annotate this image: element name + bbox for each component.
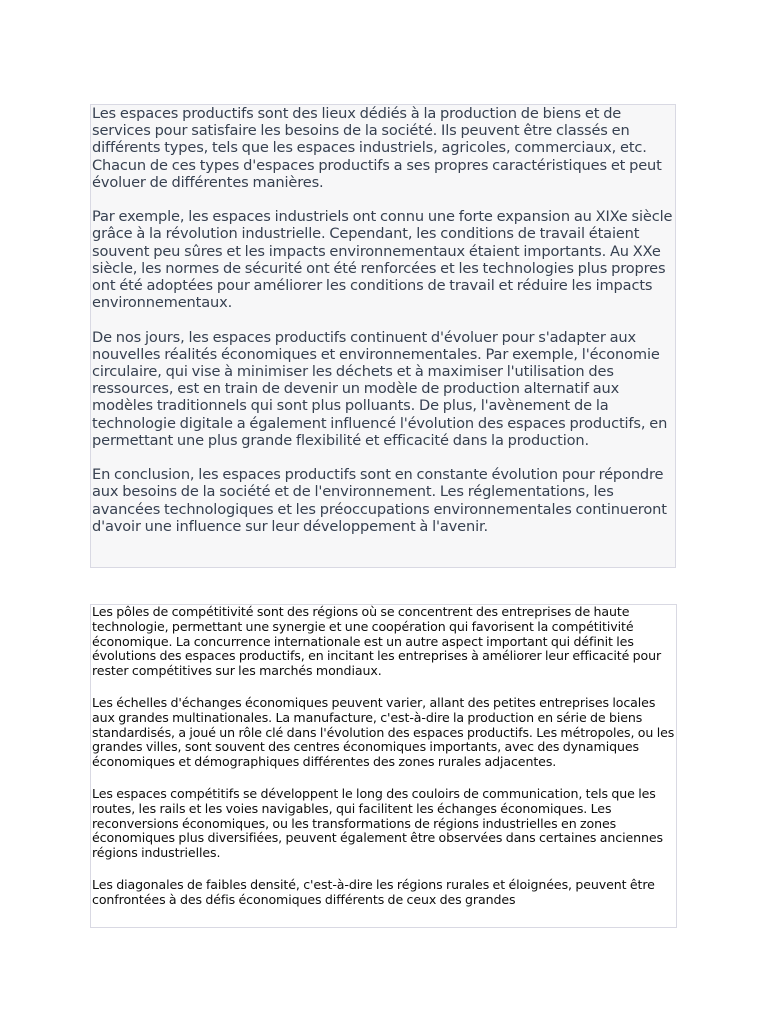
paragraph: Les pôles de compétitivité sont des régions où se concentrent des entreprises de haute technologie, permettant une synergie et une coopération qui favorisent la compétitivité économique. La concurrence internationale est un autre aspect important qui définit les évolutions des espaces productifs, en incitant les entreprises à améliorer leur efficacité pour rester compétitives sur les marchés mondiaux. bbox=[92, 604, 662, 679]
paragraph: En conclusion, les espaces productifs sont en constante évolution pour répondre aux besoins de la société et de l'environnement. Les réglementations, les avancées technologiques et les préoccupations environnementales continueront d'avoir une influence sur leur développement à l'avenir. bbox=[92, 466, 667, 535]
paragraph: Les espaces compétitifs se développent le long des couloirs de communication, tels que les routes, les rails et les voies navigables, qui facilitent les échanges économiques. Les reconversions économiques, ou les transformations de régions industrielles en zones économiques plus diversifiées, peuvent également être observées dans certaines anciennes régions industrielles. bbox=[92, 785, 664, 861]
paragraph: Les échelles d'échanges économiques peuvent varier, allant des petites entreprises locales aux grandes multinationales. La manufacture, c'est-à-dire la production en série de biens standardisés, a joué un rôle clé dans l'évolution des espaces productifs. Les métropoles, ou les grandes villes, sont souvent des centres économiques importants, avec des dynamiques économiques et démographiques différentes des zones rurales adjacentes. bbox=[92, 694, 675, 770]
paragraph: Les espaces productifs sont des lieux dédiés à la production de biens et de services pour satisfaire les besoins de la société. Ils peuvent être classés en différents types, tels que les espaces industriels, agricoles, commerciaux, etc. Chacun de ces types d'espaces productifs a ses propres caractéristiques et peut évoluer de différentes manières. bbox=[92, 105, 662, 191]
paragraph: De nos jours, les espaces productifs continuent d'évoluer pour s'adapter aux nouvelles réalités économiques et environnementales. Par exemple, l'économie circulaire, qui vise à minimiser les déchets et à maximiser l'utilisation des ressources, est en train de devenir un modèle de production alternatif aux modèles traditionnels qui sont plus polluants. De plus, l'avènement de la technologie digitale a également influencé l'évolution des espaces productifs, en permettant une plus grande flexibilité et efficacité dans la production. bbox=[92, 328, 668, 449]
paragraph: Par exemple, les espaces industriels ont connu une forte expansion au XIXe siècle grâce à la révolution industrielle. Cependant, les conditions de travail étaient souvent peu sûres et les impacts environnementaux étaient importants. Au XXe siècle, les normes de sécurité ont été renforcées et les technologies plus propres ont été adoptées pour améliorer les conditions de travail et réduire les impacts environnementaux. bbox=[92, 208, 673, 312]
text-block-evolution-espaces-productifs bbox=[90, 104, 676, 568]
paragraph: Les diagonales de faibles densité, c'est-à-dire les régions rurales et éloignées, peuvent être confrontées à des défis économiques différents de ceux des grandes bbox=[92, 876, 655, 907]
text-block-poles-competitivite bbox=[90, 604, 677, 928]
